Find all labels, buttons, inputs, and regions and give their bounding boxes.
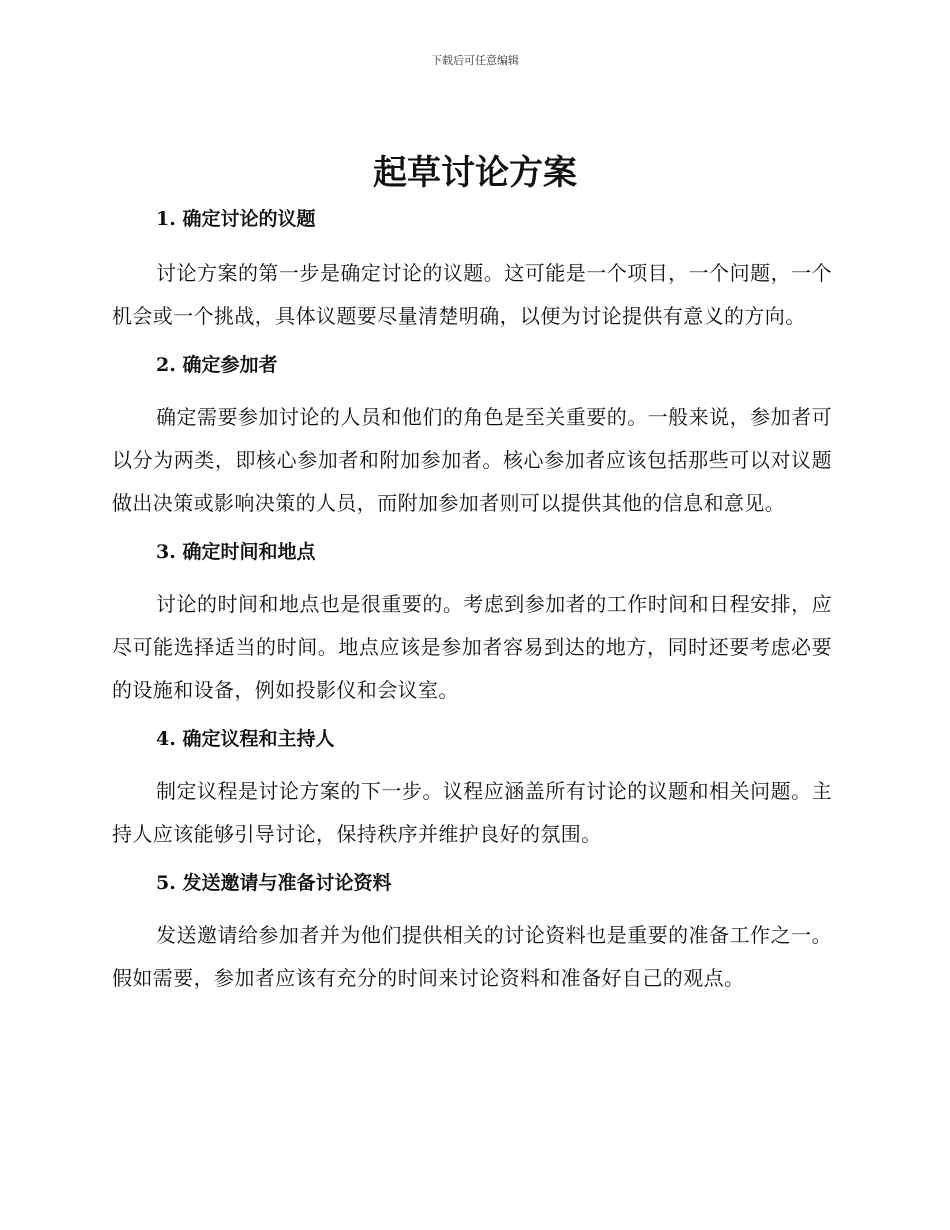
section-heading: 1. 确定讨论的议题	[156, 208, 316, 230]
section-heading: 3. 确定时间和地点	[156, 541, 316, 563]
section-topic	[112, 200, 832, 338]
section-invitations-materials	[112, 864, 832, 1000]
document-content	[112, 200, 832, 1000]
section-paragraph: 制定议程是讨论方案的下一步。议程应涵盖所有讨论的议题和相关问题。主持人应该能够引导讨论，保持秩序并维护良好的氛围。	[112, 779, 832, 846]
section-paragraph: 发送邀请给参加者并为他们提供相关的讨论资料也是重要的准备工作之一。假如需要，参加者应该有充分的时间来讨论资料和准备好自己的观点。	[112, 923, 832, 990]
section-paragraph: 确定需要参加讨论的人员和他们的角色是至关重要的。一般来说，参加者可以分为两类，即核心参加者和附加参加者。核心参加者应该包括那些可以对议题做出决策或影响决策的人员，而附加参加者则可以提供其他的信息和意见。	[112, 405, 832, 515]
page-title: 起草讨论方案	[373, 153, 577, 193]
section-heading: 4. 确定议程和主持人	[156, 728, 335, 750]
section-paragraph: 讨论方案的第一步是确定讨论的议题。这可能是一个项目，一个问题，一个机会或一个挑战，具体议题要尽量清楚明确，以便为讨论提供有意义的方向。	[112, 261, 832, 328]
section-agenda-host	[112, 720, 832, 856]
section-participants	[112, 346, 832, 525]
section-paragraph: 讨论的时间和地点也是很重要的。考虑到参加者的工作时间和日程安排，应尽可能选择适当的时间。地点应该是参加者容易到达的地方，同时还要考虑必要的设施和设备，例如投影仪和会议室。	[112, 592, 832, 702]
section-time-place	[112, 533, 832, 712]
section-heading: 2. 确定参加者	[156, 354, 278, 376]
header-note: 下载后可任意编辑	[431, 54, 519, 67]
section-heading: 5. 发送邀请与准备讨论资料	[156, 872, 392, 894]
